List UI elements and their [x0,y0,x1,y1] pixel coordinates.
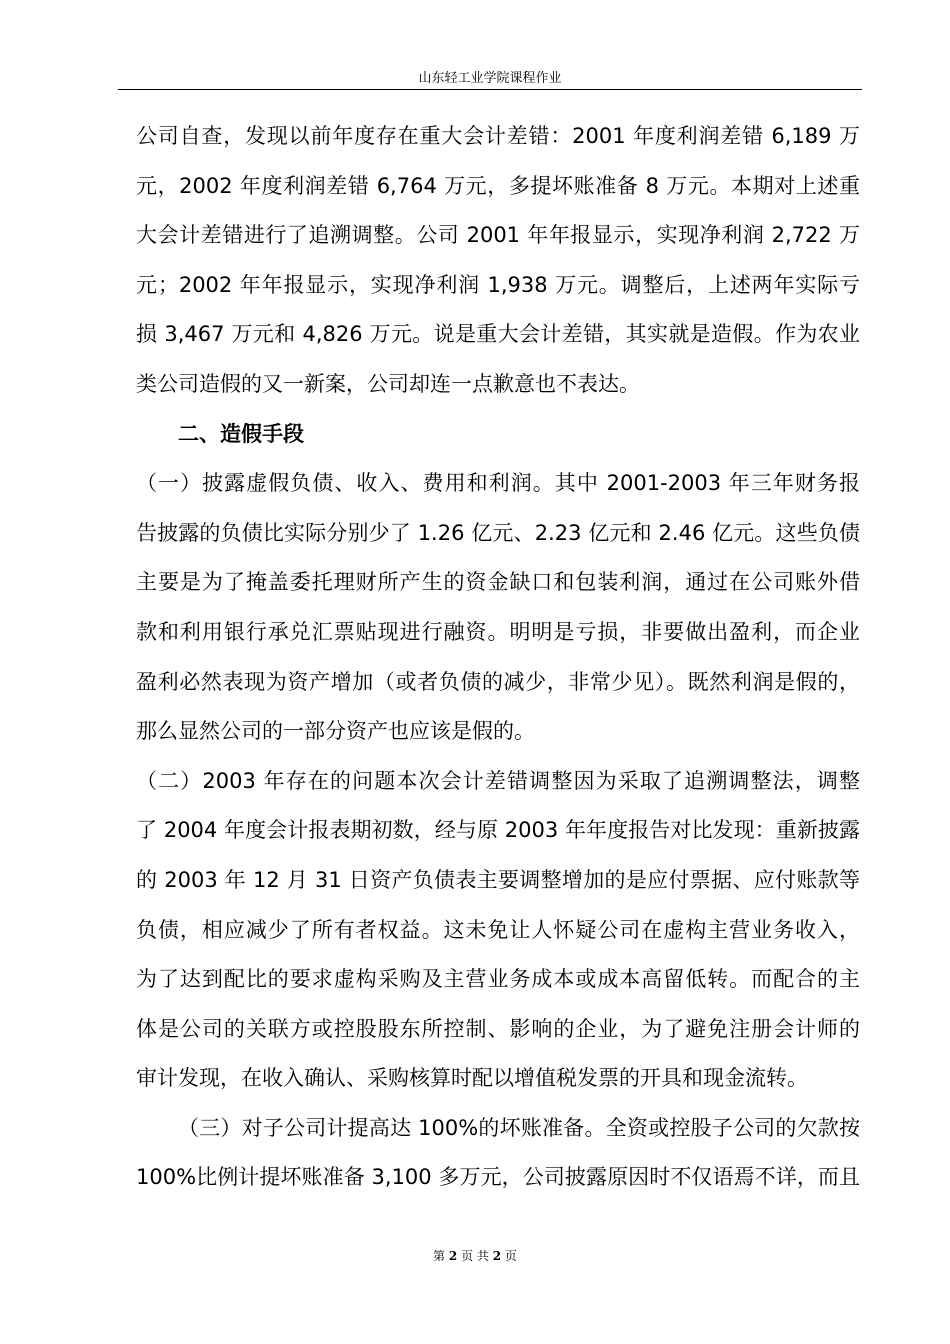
paragraph-2-line-2: 告披露的负债比实际分别少了 1.26 亿元、2.23 亿元和 2.46 亿元。这些负债 [136,520,860,545]
footer-label-of: 页 共 [461,1249,489,1263]
paragraph-3-line-7: 审计发现，在收入确认、采购核算时配以增值税发票的开具和现金流转。 [136,1066,808,1091]
paragraph-4-line-1: （三）对子公司计提高达 100%的坏账准备。全资或控股子公司的欠款按 [178,1115,860,1140]
paragraph-3-line-5: 为了达到配比的要求虚构采购及主营业务成本或成本高留低转。而配合的主 [136,967,860,992]
paragraph-1-line-2: 元，2002 年度利润差错 6,764 万元，多提坏账准备 8 万元。本期对上述重 [136,173,860,198]
paragraph-3-line-1: （二）2003 年存在的问题本次会计差错调整因为采取了追溯调整法，调整 [136,768,860,793]
document-body [136,112,860,1203]
footer-label-pages: 页 [504,1249,517,1263]
footer-current-page: 2 [448,1249,458,1263]
paragraph-2-line-6: 那么显然公司的一部分资产也应该是假的。 [136,719,535,744]
page-header: 山东轻工业学院课程作业 [418,71,562,86]
footer-label-page: 第 [433,1249,446,1263]
paragraph-1-line-1: 公司自查，发现以前年度存在重大会计差错：2001 年度利润差错 6,189 万 [136,124,860,148]
paragraph-2-line-3: 主要是为了掩盖委托理财所产生的资金缺口和包装利润，通过在公司账外借 [136,570,860,595]
paragraph-4-line-2: 100%比例计提坏账准备 3,100 多万元，公司披露原因时不仅语焉不详，而且 [136,1165,860,1190]
footer-total-pages: 2 [492,1249,502,1263]
paragraph-3-line-4: 负债，相应减少了所有者权益。这未免让人怀疑公司在虚构主营业务收入， [136,917,860,942]
paragraph-2-line-1: （一）披露虚假负债、收入、费用和利润。其中 2001-2003 年三年财务报 [136,471,860,496]
page-footer [0,1248,950,1264]
header-rule [118,89,862,90]
paragraph-3-line-3: 的 2003 年 12 月 31 日资产负债表主要调整增加的是应付票据、应付账款等 [136,867,860,892]
paragraph-1-line-5: 损 3,467 万元和 4,826 万元。说是重大会计差错，其实就是造假。作为农业 [136,322,860,347]
paragraph-1-line-3: 大会计差错进行了追溯调整。公司 2001 年年报显示，实现净利润 2,722 万 [136,223,860,248]
paragraph-1-line-4: 元；2002 年年报显示，实现净利润 1,938 万元。调整后，上述两年实际亏 [136,272,860,297]
section-heading: 二、造假手段 [178,421,304,446]
paragraph-3-line-6: 体是公司的关联方或控股股东所控制、影响的企业，为了避免注册会计师的 [136,1016,860,1041]
paragraph-3-line-2: 了 2004 年度会计报表期初数，经与原 2003 年年度报告对比发现：重新披露 [136,818,860,843]
paragraph-2-line-5: 盈利必然表现为资产增加（或者负债的减少，非常少见）。既然利润是假的， [136,669,860,694]
paragraph-1-line-6: 类公司造假的又一新案，公司却连一点歉意也不表达。 [136,371,640,396]
paragraph-2-line-4: 款和利用银行承兑汇票贴现进行融资。明明是亏损，非要做出盈利，而企业 [136,619,860,644]
